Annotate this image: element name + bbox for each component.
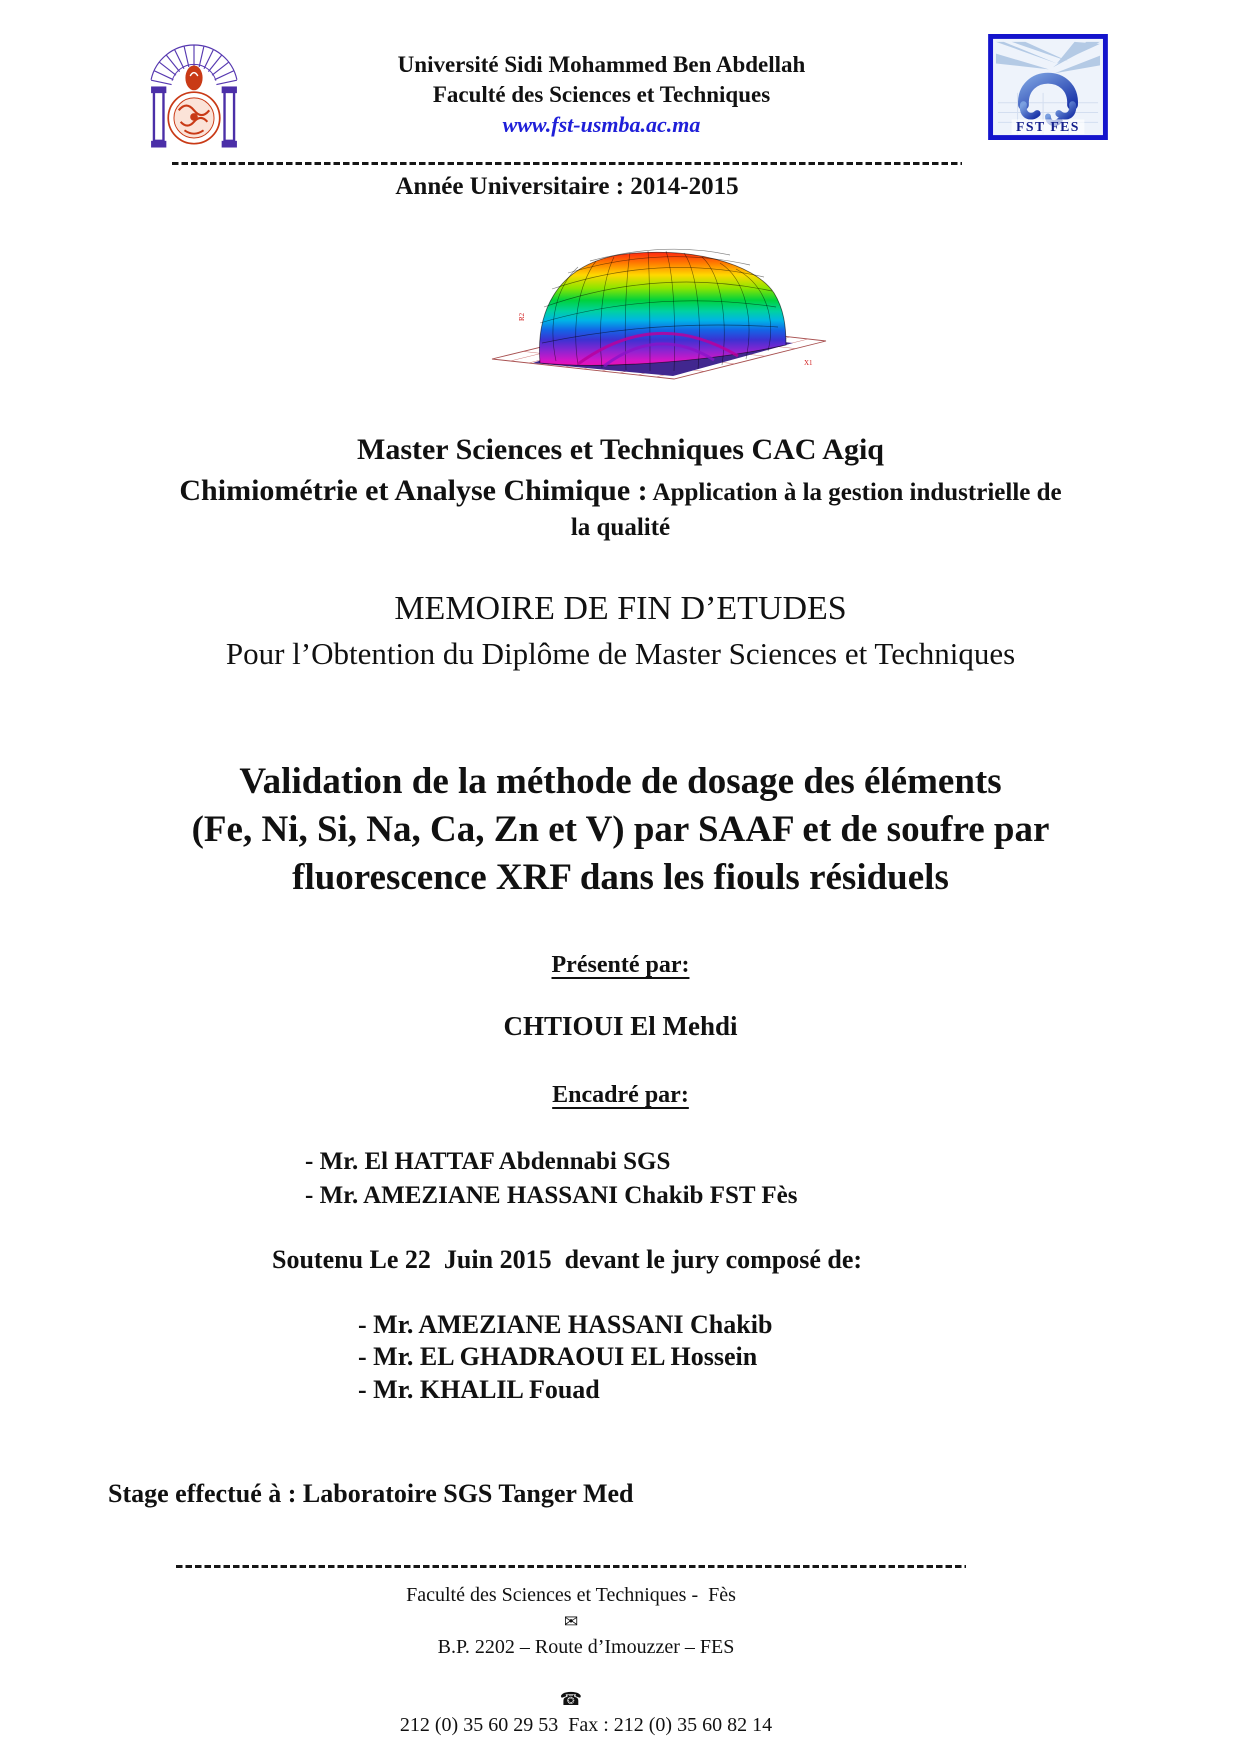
program-specialty-rest: Application à la gestion industrielle de	[652, 478, 1062, 506]
footer-phone-text: 212 (0) 35 60 29 53 Fax : 212 (0) 35 60 82 14	[399, 1713, 773, 1736]
program-specialty	[0, 471, 1241, 512]
supervisor-item: - Mr. AMEZIANE HASSANI Chakib FST Fès	[305, 1181, 798, 1209]
mail-icon: ✉	[563, 1611, 579, 1632]
supervised-by-heading	[0, 1082, 1241, 1109]
faculty-name: Faculté des Sciences et Techniques	[432, 81, 771, 107]
jury-list	[0, 1309, 1241, 1407]
thesis-title-line3: fluorescence XRF dans les fiouls résiduels	[292, 856, 949, 898]
presented-by-heading	[0, 952, 1241, 979]
footer-phone	[176, 1686, 966, 1754]
fst-fes-logo	[987, 34, 1109, 140]
academic-year: Année Universitaire : 2014-2015	[395, 173, 739, 200]
program-specialty-strong: Chimiométrie et Analyse Chimique :	[179, 473, 648, 507]
calligraphy-medallion	[168, 65, 220, 143]
institution-header	[250, 34, 987, 139]
website-link[interactable]: www.fst-usmba.ac.ma	[502, 111, 701, 137]
university-emblem-logo	[138, 34, 250, 158]
footer-divider	[176, 1565, 966, 1568]
thesis-title-line1: Validation de la méthode de dosage des éléments	[239, 760, 1002, 802]
page-footer	[176, 1582, 966, 1754]
program-block	[0, 430, 1241, 545]
fst-fes-label: FST FES	[1016, 119, 1080, 135]
internship-location: Stage effectué à : Laboratoire SGS Tanger Med	[108, 1478, 634, 1508]
jury-member: - Mr. KHALIL Fouad	[358, 1375, 600, 1405]
figure-x-axis-label: X1	[804, 359, 813, 367]
thesis-title	[0, 758, 1241, 902]
jury-member: - Mr. EL GHADRAOUI EL Hossein	[358, 1342, 758, 1372]
program-title: Master Sciences et Techniques CAC Agiq	[357, 433, 884, 466]
supervisor-item: - Mr. El HATTAF Abdennabi SGS	[305, 1148, 671, 1176]
defense-statement: Soutenu Le 22 Juin 2015 devant le jury composé de:	[272, 1244, 863, 1274]
footer-address-text: B.P. 2202 – Route d’Imouzzer – FES	[437, 1635, 735, 1658]
footer-faculty: Faculté des Sciences et Techniques - Fès	[406, 1583, 736, 1606]
memoire-block	[0, 585, 1241, 676]
program-specialty-end: la qualité	[570, 514, 671, 541]
header-divider	[172, 162, 962, 165]
response-surface-figure	[478, 223, 838, 383]
candidate-name: CHTIOUI El Mehdi	[503, 1011, 738, 1042]
figure-y-axis-label: R2	[518, 312, 526, 321]
memoire-title: MEMOIRE DE FIN D’ETUDES	[394, 589, 847, 627]
university-name: Université Sidi Mohammed Ben Abdellah	[397, 52, 806, 77]
footer-address	[176, 1608, 966, 1686]
jury-member: - Mr. AMEZIANE HASSANI Chakib	[358, 1309, 773, 1339]
memoire-subtitle: Pour l’Obtention du Diplôme de Master Sciences et Techniques	[225, 636, 1016, 672]
presented-by-label: Présenté par:	[551, 952, 690, 979]
page-header	[0, 0, 1241, 158]
thesis-title-line2: (Fe, Ni, Si, Na, Ca, Zn et V) par SAAF et de soufre par	[191, 808, 1050, 850]
telephone-icon: ☎	[559, 1688, 583, 1710]
supervised-by-label: Encadré par:	[552, 1082, 689, 1109]
supervisor-list	[0, 1145, 1241, 1213]
